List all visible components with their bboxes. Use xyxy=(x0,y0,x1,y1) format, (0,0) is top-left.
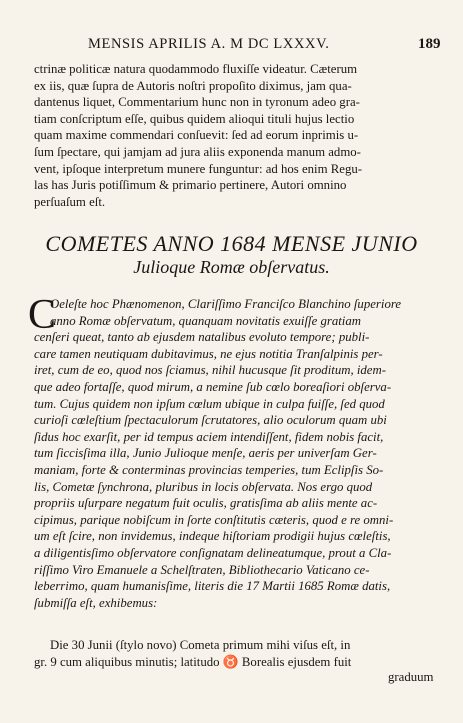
intro-line: tiam conſcriptum eſſe, quibus quidem alioqui tituli hujus lectio xyxy=(34,111,355,126)
body-line: propriis uſurpare negatum fuit oculis, gratisſima ab aliis mente ac- xyxy=(34,496,378,511)
date-line: gr. 9 cum aliquibus minutis; latitudo ♉ Borealis ejusdem fuit xyxy=(34,654,352,669)
running-head: MENSIS APRILIS A. M DC LXXXV. xyxy=(88,36,330,52)
body-line: cenſeri queat, tanto ab ejusdem natalibus evoluto tempore; publi- xyxy=(34,330,370,345)
page-number: 189 xyxy=(418,36,441,52)
intro-line: perſuaſum eſt. xyxy=(34,194,106,209)
body-line: anno Romæ obſervatum, quanquam novitatis exuiſſe gratiam xyxy=(50,313,362,328)
body-line: tum ſiccisſima illa, Junio Julioque menſe, aeris per univerſam Ger- xyxy=(34,446,377,461)
body-line: que adeo fortaſſe, quod mirum, a nemine ſub cœlo boreaſiori obſerva- xyxy=(34,379,392,394)
body-line: curioſi cœleſtium ſpectaculorum ſcrutatores, alio oculorum quam ubi xyxy=(34,413,387,428)
intro-line: ſum ſpectare, qui jamjam ad jura aliis exponenda manum admo- xyxy=(34,144,361,159)
body-line: maniam, forte & conterminas provincias temperies, tum Eclipſis So- xyxy=(34,462,384,477)
body-line: riſſimo Viro Emanuele a Schelſtraten, Bibliothecario Vaticano ce- xyxy=(34,562,370,577)
intro-line: dantenus liquet, Commentarium hunc non in tyronum adeo gra- xyxy=(34,95,360,110)
body-line: lis, Cometæ ſynchrona, pluribus in locis obſervata. Nos ergo quod xyxy=(34,479,373,494)
intro-line: las has Juris potiſſimum & primario pertinere, Autori omnino xyxy=(34,178,347,193)
drop-cap: C xyxy=(28,292,57,338)
body-line: Oeleſte hoc Phænomenon, Clariſſimo Franciſco Blanchino ſuperiore xyxy=(50,297,402,311)
body-line: tum. Cujus quidem non ipſum cœlum ubique in culpa fuiſſe, ſed quod xyxy=(34,396,385,411)
body-line: um eſt ſcire, non invidemus, indeque hiſtoriam prodigii hujus cœleſtis, xyxy=(34,529,391,544)
section-heading xyxy=(0,232,463,278)
intro-line: ex iis, quæ ſupra de Autoris noſtri propoſito diximus, jam qua- xyxy=(34,78,352,93)
intro-paragraph xyxy=(34,61,434,210)
date-entry-paragraph xyxy=(34,637,434,670)
body-line: care tamen neutiquam dubitavimus, ne ejus notitia Tranſalpinis per- xyxy=(34,346,383,361)
comet-paragraph xyxy=(34,296,434,611)
intro-line: ctrinæ politicæ natura quodammodo fluxiſſe videatur. Cæterum xyxy=(34,62,358,76)
body-line: a diligentisſimo obſervatore conſignatam delineatumque, prout a Cla- xyxy=(34,545,392,560)
body-line: ſubmiſſa eſt, exhibemus: xyxy=(34,595,158,610)
section-heading-line2: Julioque Romæ obſervatus. xyxy=(133,257,330,277)
catchword: graduum xyxy=(388,670,434,684)
body-line: iret, cum de eo, quod nos ſciamus, nihil hucusque ſit proditum, idem- xyxy=(34,363,386,378)
body-line: cipimus, parique nobiſcum in ſorte conſtitutis cæteris, quod e re omni- xyxy=(34,512,394,527)
intro-line: quam maxime commendari conſuevit: ſed ad eorum inprimis u- xyxy=(34,128,359,143)
body-line: ſidus hoc exarſit, per id tempus aciem intendiſſent, fidem nobis facit, xyxy=(34,429,384,444)
date-line: Die 30 Junii (ſtylo novo) Cometa primum mihi viſus eſt, in xyxy=(50,638,351,652)
intro-line: vent, ipſoque interpretum munere funguntur: ad hos enim Regu- xyxy=(34,161,363,176)
section-heading-line1: COMETES ANNO 1684 MENSE JUNIO xyxy=(45,231,418,256)
body-line: leberrimo, quam humanisſime, literis die 17 Martii 1685 Romæ datis, xyxy=(34,579,391,594)
